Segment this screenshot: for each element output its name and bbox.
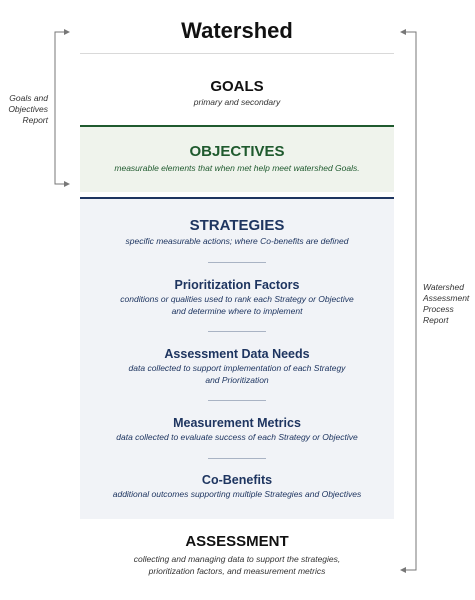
data-needs-title: Assessment Data Needs [164,347,310,361]
goals-title: GOALS [210,78,264,95]
assessment-subtitle-line: prioritization factors, and measurement metrics [148,565,326,576]
right-label-line: Watershed [423,282,464,292]
left-label-line: Goals and [9,93,48,103]
left-bracket-arrowhead-top [64,29,70,35]
metrics-title: Measurement Metrics [173,416,301,430]
cobenefits-title: Co-Benefits [201,473,273,487]
objectives-title: OBJECTIVES [189,143,285,160]
diagram-title: Watershed [181,18,293,43]
right-label-line: Report [423,315,449,325]
right-bracket [402,32,416,570]
left-label-line: Report [22,115,48,125]
goals-subtitle: primary and secondary [193,97,281,107]
objectives-subtitle: measurable elements that when met help meet watershed Goals. [114,163,360,173]
left-label-line: Objectives [8,104,48,114]
strategies-subtitle: specific measurable actions; where Co-benefits are defined [125,236,349,246]
right-label-line: Process [423,304,454,314]
left-bracket-arrowhead-bottom [64,181,70,187]
data-needs-subtitle-line: and Prioritization [205,374,269,385]
right-label-line: Assessment [423,293,470,303]
data-needs-subtitle-line: data collected to support implementation of each Strategy [128,363,346,373]
right-bracket-arrowhead-bottom [400,567,406,573]
prioritization-subtitle-line: conditions or qualities used to rank each Strategy or Objective [120,294,354,304]
metrics-subtitle: data collected to evaluate success of each Strategy or Objective [116,432,358,442]
prioritization-title: Prioritization Factors [174,278,300,292]
prioritization-subtitle-line: and determine where to implement [171,305,303,316]
cobenefits-subtitle: additional outcomes supporting multiple Strategies and Objectives [112,489,362,499]
assessment-subtitle-line: collecting and managing data to support the strategies, [133,554,341,564]
right-bracket-arrowhead-top [400,29,406,35]
strategies-title: STRATEGIES [189,217,285,234]
left-bracket [55,32,68,184]
assessment-title: ASSESSMENT [185,533,289,550]
